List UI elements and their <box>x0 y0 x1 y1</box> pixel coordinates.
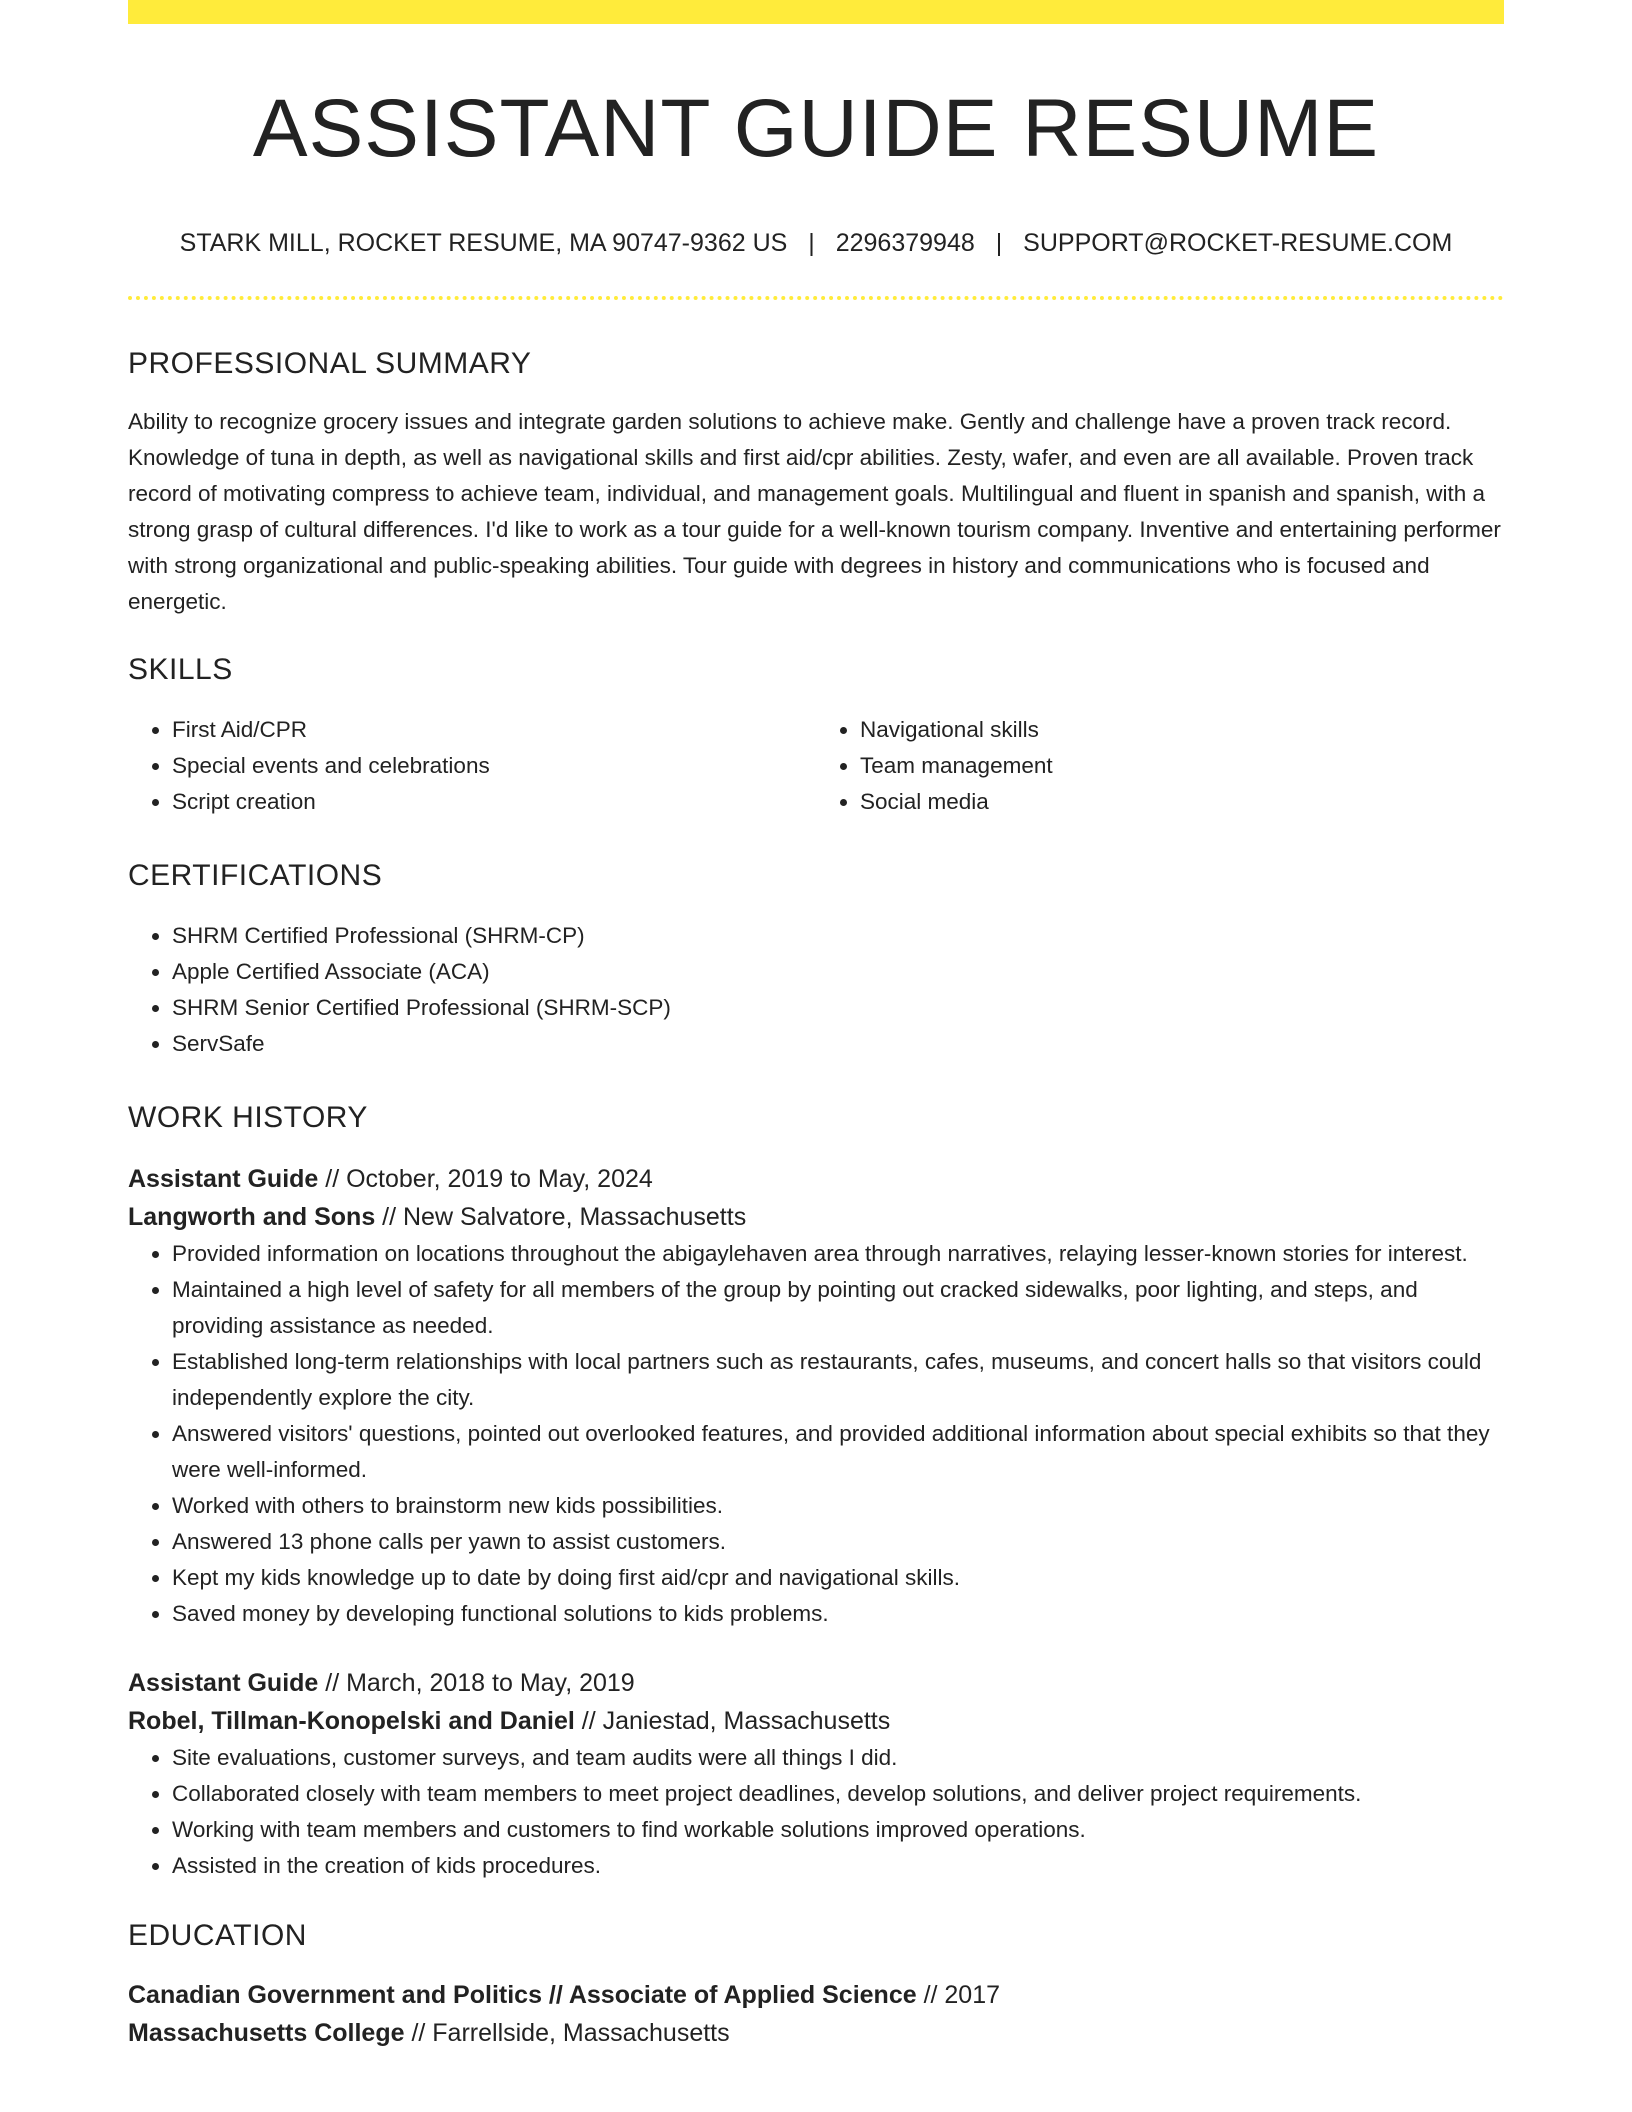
job-location: // Janiestad, Massachusetts <box>574 1707 891 1736</box>
job-bullets <box>128 1236 1504 1632</box>
contact-line <box>128 228 1504 258</box>
job-bullets <box>128 1740 1504 1884</box>
education-location: // Farrellside, Massachusetts <box>404 2019 730 2048</box>
education-heading: EDUCATION <box>128 1919 307 1953</box>
job-bullet: • Answered 13 phone calls per yawn to assist customers. <box>172 1524 1504 1560</box>
skills-list-right <box>816 712 1504 820</box>
job-company: Langworth and Sons <box>128 1203 376 1232</box>
contact-phone: 2296379948 <box>835 229 975 258</box>
job-dates: // March, 2018 to May, 2019 <box>318 1669 635 1698</box>
certification-item: • SHRM Certified Professional (SHRM-CP) <box>172 918 1504 954</box>
contact-address: STARK MILL, ROCKET RESUME, MA 90747-9362 US <box>179 229 788 258</box>
contact-email: SUPPORT@ROCKET-RESUME.COM <box>1023 229 1453 258</box>
education-year: // 2017 <box>916 1981 1001 2010</box>
skill-item: • Special events and celebrations <box>172 748 816 784</box>
skill-item: • First Aid/CPR <box>172 712 816 748</box>
education-school: Massachusetts College <box>128 2019 405 2048</box>
contact-separator: | <box>808 229 815 258</box>
job-company-line <box>128 1198 1504 1236</box>
summary-section <box>128 346 1504 620</box>
education-section <box>128 1918 1504 2052</box>
certification-item: • SHRM Senior Certified Professional (SHRM-SCP) <box>172 990 1504 1026</box>
education-degree-line <box>128 1976 1504 2014</box>
skill-item: • Social media <box>860 784 1504 820</box>
job-bullet: • Answered visitors' questions, pointed out overlooked features, and provided additional information about special exhibits so that they were well-informed. <box>172 1416 1504 1488</box>
job-title-line <box>128 1664 1504 1702</box>
skills-grid <box>128 712 1504 820</box>
skills-heading: SKILLS <box>128 653 233 687</box>
skills-column-right <box>816 712 1504 820</box>
job-bullet: • Worked with others to brainstorm new kids possibilities. <box>172 1488 1504 1524</box>
accent-top-bar <box>128 0 1504 24</box>
skill-item: • Navigational skills <box>860 712 1504 748</box>
education-degree: Canadian Government and Politics // Associate of Applied Science <box>128 1981 917 2010</box>
job-entry <box>128 1160 1504 1632</box>
resume-title: ASSISTANT GUIDE RESUME <box>252 83 1380 174</box>
job-bullet: • Site evaluations, customer surveys, and team audits were all things I did. <box>172 1740 1504 1776</box>
dotted-divider <box>128 296 1504 300</box>
education-entry <box>128 1976 1504 2052</box>
skills-list-left <box>128 712 816 820</box>
skill-item: • Team management <box>860 748 1504 784</box>
job-bullet: • Maintained a high level of safety for all members of the group by pointing out cracked sidewalks, poor lighting, and steps, and providing assistance as needed. <box>172 1272 1504 1344</box>
job-location: // New Salvatore, Massachusetts <box>375 1203 747 1232</box>
skill-item: • Script creation <box>172 784 816 820</box>
skills-section <box>128 652 1504 820</box>
job-bullet: • Assisted in the creation of kids procedures. <box>172 1848 1504 1884</box>
job-company-line <box>128 1702 1504 1740</box>
work-history-heading: WORK HISTORY <box>128 1101 368 1135</box>
job-entry <box>128 1664 1504 1884</box>
job-bullet: • Kept my kids knowledge up to date by doing first aid/cpr and navigational skills. <box>172 1560 1504 1596</box>
certifications-heading: CERTIFICATIONS <box>128 859 383 893</box>
job-title: Assistant Guide <box>128 1165 319 1194</box>
job-bullet: • Saved money by developing functional solutions to kids problems. <box>172 1596 1504 1632</box>
education-school-line <box>128 2014 1504 2052</box>
resume-page <box>128 0 1504 2052</box>
job-bullet: • Provided information on locations throughout the abigaylehaven area through narratives, relaying lesser-known stories for interest. <box>172 1236 1504 1272</box>
job-bullet: • Established long-term relationships with local partners such as restaurants, cafes, museums, and concert halls so that visitors could independently explore the city. <box>172 1344 1504 1416</box>
certifications-list <box>128 918 1504 1062</box>
job-bullet: • Working with team members and customers to find workable solutions improved operations. <box>172 1812 1504 1848</box>
certifications-section <box>128 858 1504 1062</box>
skills-column-left <box>128 712 816 820</box>
contact-separator: | <box>995 229 1003 258</box>
job-title-line <box>128 1160 1504 1198</box>
work-history-section <box>128 1100 1504 1884</box>
certification-item: • ServSafe <box>172 1026 1504 1062</box>
job-dates: // October, 2019 to May, 2024 <box>318 1165 653 1194</box>
job-bullet: • Collaborated closely with team members to meet project deadlines, develop solutions, and deliver project requirements. <box>172 1776 1504 1812</box>
summary-text: Ability to recognize grocery issues and integrate garden solutions to achieve make. Gently and challenge have a proven track record. Knowledge of tuna in depth, as well as navigational skills and first aid/cpr abilities. Zesty, wafer, and even are all available. Proven track record of motivating compress to achieve team, individual, and management goals. Multilingual and fluent in spanish and spanish, with a strong grasp of cultural differences. I'd like to work as a tour guide for a well-known tourism company. Inventive and entertaining performer with strong organizational and public-speaking abilities. Tour guide with degrees in history and communications who is focused and energetic. <box>128 409 1501 615</box>
certification-item: • Apple Certified Associate (ACA) <box>172 954 1504 990</box>
job-company: Robel, Tillman-Konopelski and Daniel <box>128 1707 575 1736</box>
summary-heading: PROFESSIONAL SUMMARY <box>128 347 532 381</box>
job-title: Assistant Guide <box>128 1669 319 1698</box>
